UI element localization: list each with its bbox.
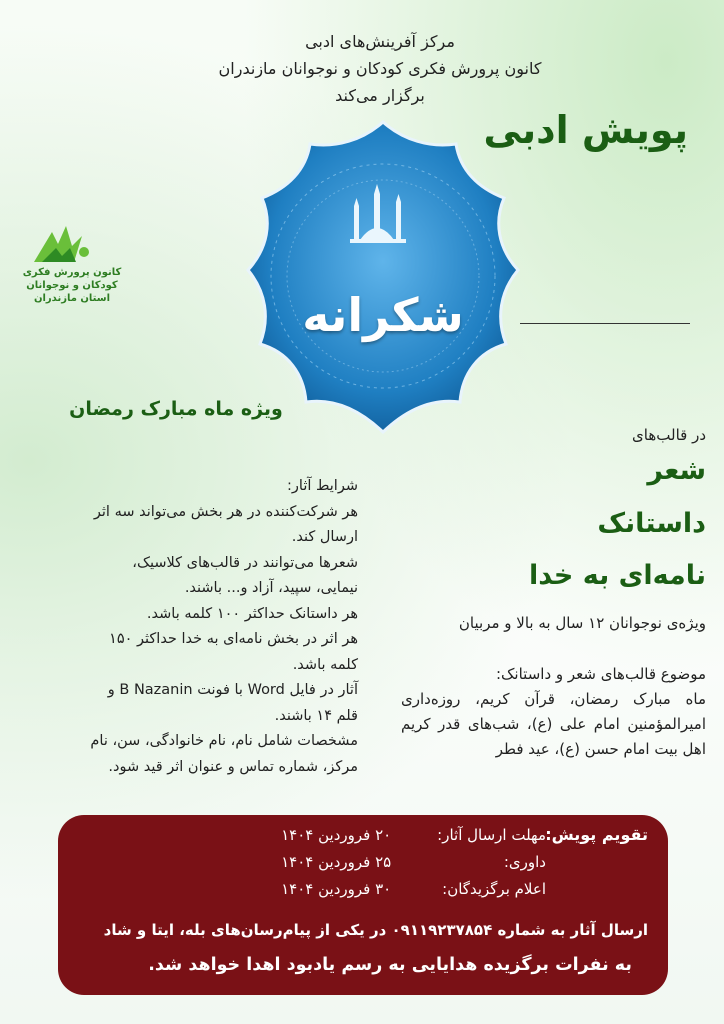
conditions-line: ارسال کند.: [291, 529, 358, 545]
conditions-line: کلمه باشد.: [292, 656, 358, 673]
organizer-line-1: مرکز آفرینش‌های ادبی: [305, 32, 455, 51]
schedule-box: [58, 815, 668, 995]
schedule-heading: تقویم پویش:: [545, 825, 648, 844]
prize-note: به نفرات برگزیده هدایایی به رسم یادبود اهدا خواهد شد.: [148, 955, 632, 975]
topics-block: [401, 662, 706, 762]
logo-text-line: کودکان و نوجوانان: [26, 280, 118, 291]
organizer-line-3: برگزار می‌کند: [335, 86, 425, 105]
conditions-heading: شرایط آثار:: [287, 478, 358, 494]
conditions-line: قلم ۱۴ باشند.: [274, 707, 358, 724]
format-letter-to-god: نامه‌ای به خدا: [529, 560, 706, 591]
conditions-line: نیمایی، سپید، آزاد و... باشند.: [184, 580, 358, 596]
schedule-label: داوری:: [503, 853, 546, 871]
conditions-line: آثار در فایل Word با فونت B Nazanin و: [107, 682, 358, 698]
emblem-word: شکرانه: [302, 288, 464, 342]
schedule-date: ۳۰ فروردین ۱۴۰۴: [281, 880, 392, 898]
shokraneh-emblem: [238, 118, 528, 436]
page-title: پویش ادبی: [483, 108, 688, 152]
conditions-line: شعرها می‌توانند در قالب‌های کلاسیک،: [132, 554, 358, 571]
conditions-block: [40, 474, 358, 780]
conditions-line: هر اثر در بخش نامه‌ای به خدا حداکثر ۱۵۰: [109, 631, 358, 647]
topics-heading: موضوع قالب‌های شعر و داستانک:: [495, 665, 706, 683]
schedule-date: ۲۵ فروردین ۱۴۰۴: [281, 853, 392, 871]
conditions-line: هر شرکت‌کننده در هر بخش می‌تواند سه اثر: [93, 503, 358, 520]
conditions-line: مرکز، شماره تماس و عنوان اثر قید شود.: [108, 758, 358, 775]
schedule-row: [281, 826, 546, 844]
audience-text: ویژه‌ی نوجوانان ۱۲ سال به بالا و مربیان: [458, 614, 706, 632]
schedule-label: مهلت ارسال آثار:: [437, 826, 546, 844]
organizer-header: [180, 28, 580, 109]
kanoon-logo: [22, 222, 122, 324]
logo-text-line: کانون پرورش فکری: [22, 267, 122, 278]
formats-intro: در قالب‌های: [632, 426, 706, 444]
topics-body: ماه مبارک رمضان، قرآن کریم، روزه‌داری امیرالمؤمنین امام علی (ع)، شب‌های قدر کریم اهل بیت امام حسن (ع)، عید فطر: [401, 690, 706, 758]
organizer-line-2: کانون پرورش فکری کودکان و نوجوانان مازندران: [218, 59, 542, 78]
logo-caption: [22, 266, 122, 305]
submission-info: ارسال آثار به شماره ۰۹۱۱۹۲۳۷۸۵۴ در یکی از پیام‌رسان‌های بله، ایتا و شاد: [103, 921, 648, 939]
logo-text-line: استان مازندران: [33, 293, 111, 304]
format-short-story: داستانک: [597, 508, 706, 539]
kanoon-logo-icon: [22, 222, 122, 268]
schedule-date: ۲۰ فروردین ۱۴۰۴: [281, 826, 392, 844]
format-poetry: شعر: [647, 455, 706, 486]
conditions-line: هر داستانک حداکثر ۱۰۰ کلمه باشد.: [146, 605, 358, 622]
conditions-line: مشخصات شامل نام، نام خانوادگی، سن، نام: [90, 733, 358, 749]
divider-line: [520, 323, 690, 324]
schedule-label: اعلام برگزیدگان:: [442, 880, 546, 898]
schedule-row: [281, 853, 546, 871]
subtitle: ویژه ماه مبارک رمضان: [69, 398, 283, 420]
schedule-row: [281, 880, 546, 898]
